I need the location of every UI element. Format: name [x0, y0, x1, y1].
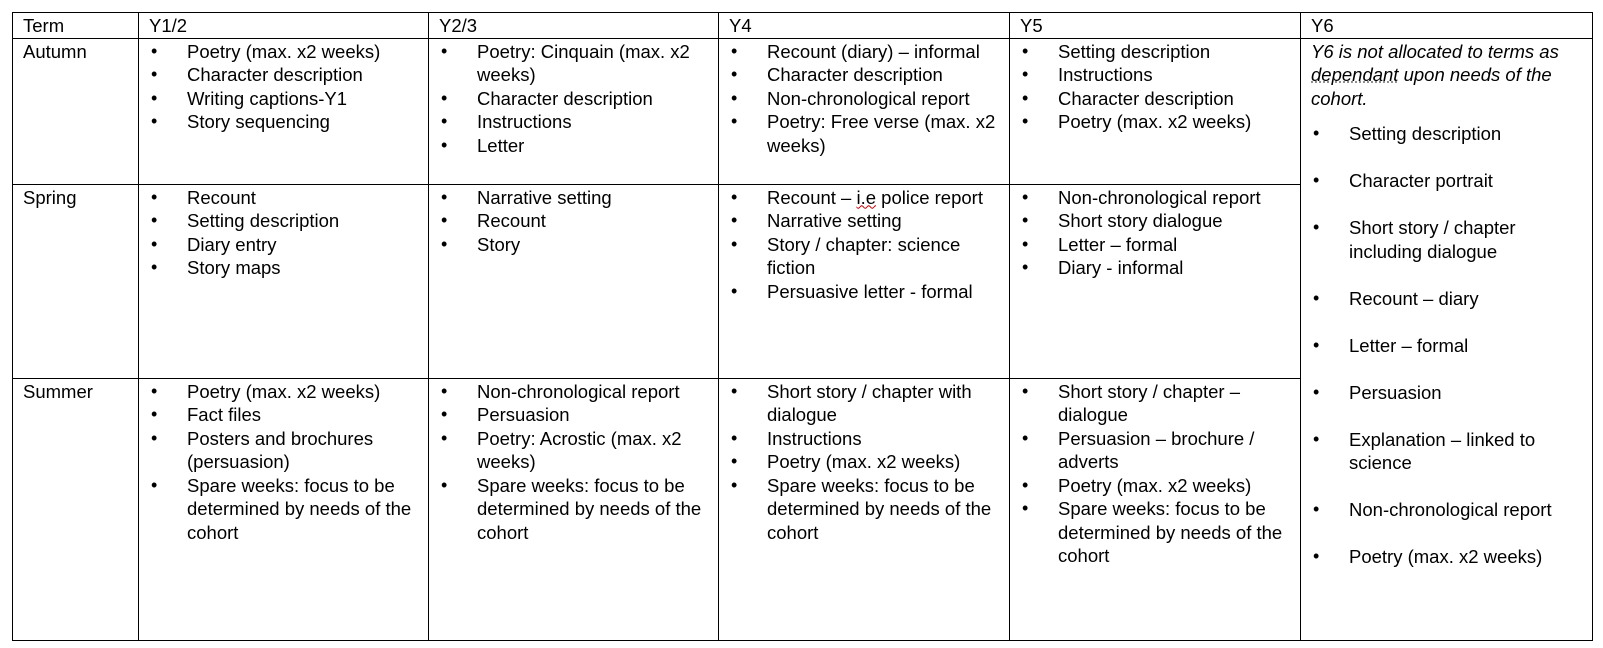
- term-cell: Spring: [13, 184, 139, 378]
- list-item: • Setting description: [149, 209, 420, 233]
- list-item: • Poetry (max. x2 weeks): [1311, 545, 1584, 569]
- list-item: • Writing captions-Y1: [149, 87, 420, 111]
- header-y1-2: Y1/2: [139, 13, 429, 39]
- list-item: • Setting description: [1020, 40, 1292, 64]
- list-item: • Setting description: [1311, 122, 1584, 146]
- cell-summer-y4: [719, 378, 1010, 640]
- term-cell: Summer: [13, 378, 139, 640]
- list-item: • Fact files: [149, 403, 420, 427]
- cell-autumn-y2-3: [429, 38, 719, 184]
- list-item: • Recount: [439, 209, 710, 233]
- bullet-list: [729, 186, 1001, 304]
- list-item: • Character description: [149, 63, 420, 87]
- list-item: • Short story / chapter – dialogue: [1020, 380, 1292, 427]
- cell-summer-y2-3: [429, 378, 719, 640]
- cell-spring-y5: [1010, 184, 1301, 378]
- list-item: • Story: [439, 233, 710, 257]
- list-item: • Instructions: [729, 427, 1001, 451]
- list-item: • Spare weeks: focus to be determined by needs of the cohort: [1020, 497, 1292, 568]
- list-item: • Poetry (max. x2 weeks): [149, 40, 420, 64]
- list-item: • Character description: [439, 87, 710, 111]
- bullet-list: [729, 380, 1001, 545]
- list-item: • Narrative setting: [439, 186, 710, 210]
- list-item: • Non-chronological report: [1311, 498, 1584, 522]
- list-item: • Recount – i.e police report: [729, 186, 1001, 210]
- list-item: • Diary entry: [149, 233, 420, 257]
- list-item: • Persuasion: [1311, 381, 1584, 405]
- bullet-list: [439, 40, 710, 158]
- curriculum-table: [12, 12, 1593, 641]
- header-y5: Y5: [1010, 13, 1301, 39]
- list-item: • Poetry: Cinquain (max. x2 weeks): [439, 40, 710, 87]
- list-item: • Character description: [1020, 87, 1292, 111]
- list-item: • Poetry (max. x2 weeks): [1020, 110, 1292, 134]
- list-item: • Character description: [729, 63, 1001, 87]
- list-item: • Poetry (max. x2 weeks): [1020, 474, 1292, 498]
- table-row-autumn: [13, 38, 1593, 184]
- list-item: • Spare weeks: focus to be determined by needs of the cohort: [729, 474, 1001, 545]
- list-item: • Non-chronological report: [439, 380, 710, 404]
- header-y2-3: Y2/3: [429, 13, 719, 39]
- list-item: • Persuasion: [439, 403, 710, 427]
- list-item: • Non-chronological report: [1020, 186, 1292, 210]
- list-item: • Letter – formal: [1020, 233, 1292, 257]
- list-item: • Letter: [439, 134, 710, 158]
- bullet-list: [439, 186, 710, 257]
- list-item: • Short story / chapter with dialogue: [729, 380, 1001, 427]
- cell-summer-y1-2: [139, 378, 429, 640]
- list-item: • Explanation – linked to science: [1311, 428, 1584, 475]
- list-item: • Posters and brochures (persuasion): [149, 427, 420, 474]
- bullet-list: [1020, 186, 1292, 280]
- header-term: Term: [13, 13, 139, 39]
- header-y4: Y4: [719, 13, 1010, 39]
- cell-spring-y4: [719, 184, 1010, 378]
- bullet-list: [1020, 380, 1292, 568]
- list-item: • Story / chapter: science fiction: [729, 233, 1001, 280]
- list-item: • Short story / chapter including dialogue: [1311, 216, 1584, 263]
- list-item: • Story sequencing: [149, 110, 420, 134]
- list-item: • Story maps: [149, 256, 420, 280]
- cell-spring-y2-3: [429, 184, 719, 378]
- list-item: • Instructions: [439, 110, 710, 134]
- cell-autumn-y1-2: [139, 38, 429, 184]
- list-item: • Recount (diary) – informal: [729, 40, 1001, 64]
- list-item: • Persuasive letter - formal: [729, 280, 1001, 304]
- header-row: [13, 13, 1593, 39]
- bullet-list: [149, 40, 420, 134]
- list-item: • Persuasion – brochure / adverts: [1020, 427, 1292, 474]
- list-item: • Spare weeks: focus to be determined by needs of the cohort: [149, 474, 420, 545]
- spellcheck-flag: i.e: [856, 186, 877, 208]
- y6-note-part1: Y6 is not allocated to terms as: [1311, 40, 1559, 62]
- list-item: • Letter – formal: [1311, 334, 1584, 358]
- header-y6: Y6: [1301, 13, 1593, 39]
- list-item: • Poetry: Free verse (max. x2 weeks): [729, 110, 1001, 157]
- list-item: • Character portrait: [1311, 169, 1584, 193]
- bullet-list: [729, 40, 1001, 158]
- y6-note-part2: upon needs of the cohort.: [1311, 64, 1552, 109]
- list-item: • Poetry (max. x2 weeks): [149, 380, 420, 404]
- list-item: • Narrative setting: [729, 209, 1001, 233]
- cell-y6: [1301, 38, 1593, 640]
- term-cell: Autumn: [13, 38, 139, 184]
- bullet-list: [149, 380, 420, 545]
- bullet-list: [149, 186, 420, 280]
- list-item: • Diary - informal: [1020, 256, 1292, 280]
- y6-note: [1311, 40, 1584, 111]
- list-item: • Non-chronological report: [729, 87, 1001, 111]
- list-item: • Recount: [149, 186, 420, 210]
- list-item: • Spare weeks: focus to be determined by needs of the cohort: [439, 474, 710, 545]
- bullet-list: [1020, 40, 1292, 134]
- y6-bullet-list: [1311, 122, 1584, 569]
- y6-note-flagged-word: dependant: [1311, 64, 1399, 85]
- list-item: • Poetry: Acrostic (max. x2 weeks): [439, 427, 710, 474]
- list-item: • Short story dialogue: [1020, 209, 1292, 233]
- list-item: • Recount – diary: [1311, 287, 1584, 311]
- cell-spring-y1-2: [139, 184, 429, 378]
- cell-summer-y5: [1010, 378, 1301, 640]
- cell-autumn-y4: [719, 38, 1010, 184]
- list-item: • Poetry (max. x2 weeks): [729, 450, 1001, 474]
- bullet-list: [439, 380, 710, 545]
- cell-autumn-y5: [1010, 38, 1301, 184]
- list-item: • Instructions: [1020, 63, 1292, 87]
